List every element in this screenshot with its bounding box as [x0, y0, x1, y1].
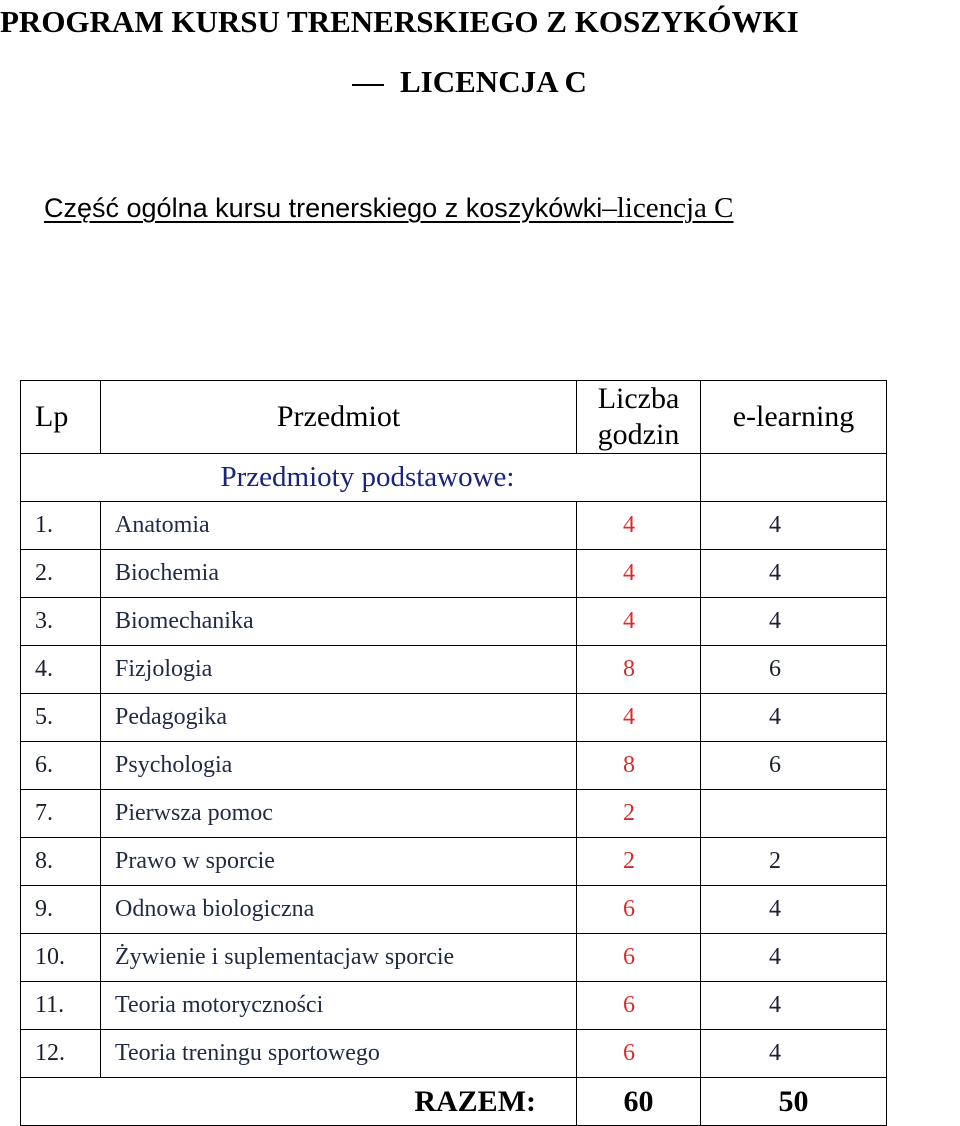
- section-empty-cell: [701, 454, 887, 502]
- col-header-lp: Lp: [21, 381, 101, 454]
- hours-value: 4: [577, 694, 701, 742]
- subject-name: Żywienie i suplementacjaw sporcie: [101, 934, 577, 982]
- hours-value: 8: [577, 742, 701, 790]
- hours-value: 6: [577, 886, 701, 934]
- row-number: 2.: [21, 550, 101, 598]
- subject-name: Odnowa biologiczna: [101, 886, 577, 934]
- total-label: RAZEM:: [21, 1078, 577, 1126]
- elearning-value: 2: [701, 838, 887, 886]
- subject-name: Fizjologia: [101, 646, 577, 694]
- row-number: 5.: [21, 694, 101, 742]
- row-number: 11.: [21, 982, 101, 1030]
- table-row: [21, 838, 887, 886]
- row-number: 3.: [21, 598, 101, 646]
- elearning-value: 4: [701, 982, 887, 1030]
- elearning-value: 4: [701, 886, 887, 934]
- hours-value: 8: [577, 646, 701, 694]
- table-row: [21, 886, 887, 934]
- subject-name: Psychologia: [101, 742, 577, 790]
- hours-value: 6: [577, 934, 701, 982]
- hours-value: 2: [577, 838, 701, 886]
- subject-name: Biochemia: [101, 550, 577, 598]
- subject-name: Prawo w sporcie: [101, 838, 577, 886]
- row-number: 4.: [21, 646, 101, 694]
- elearning-value: 4: [701, 502, 887, 550]
- total-elearning: 50: [701, 1078, 887, 1126]
- row-number: 10.: [21, 934, 101, 982]
- table-row: [21, 502, 887, 550]
- program-table: [20, 380, 887, 1126]
- section-label: Przedmioty podstawowe:: [21, 454, 701, 502]
- subject-name: Teoria motoryczności: [101, 982, 577, 1030]
- dash-rule: [352, 84, 384, 86]
- elearning-value: 4: [701, 550, 887, 598]
- table-row: [21, 646, 887, 694]
- hours-value: 2: [577, 790, 701, 838]
- table-row: [21, 934, 887, 982]
- table-row: [21, 790, 887, 838]
- hours-value: 4: [577, 550, 701, 598]
- elearning-value: 4: [701, 598, 887, 646]
- table-row: [21, 1030, 887, 1078]
- row-number: 6.: [21, 742, 101, 790]
- elearning-value: 6: [701, 742, 887, 790]
- hours-value: 4: [577, 598, 701, 646]
- hours-value: 4: [577, 502, 701, 550]
- col-header-hours: Liczba godzin: [577, 381, 701, 454]
- row-number: 7.: [21, 790, 101, 838]
- hours-value: 6: [577, 982, 701, 1030]
- table-row: [21, 982, 887, 1030]
- table-row: [21, 598, 887, 646]
- subject-name: Pedagogika: [101, 694, 577, 742]
- row-number: 9.: [21, 886, 101, 934]
- elearning-value: [701, 790, 887, 838]
- row-number: 12.: [21, 1030, 101, 1078]
- elearning-value: 6: [701, 646, 887, 694]
- section-row: [21, 454, 887, 502]
- total-row: [21, 1078, 887, 1126]
- col-header-subject: Przedmiot: [101, 381, 577, 454]
- elearning-value: 4: [701, 934, 887, 982]
- total-hours: 60: [577, 1078, 701, 1126]
- subject-name: Biomechanika: [101, 598, 577, 646]
- col-header-elearning: e-learning: [701, 381, 887, 454]
- document-title: PROGRAM KURSU TRENERSKIEGO Z KOSZYKÓWKI: [0, 4, 799, 39]
- subject-name: Anatomia: [101, 502, 577, 550]
- subject-name: Pierwsza pomoc: [101, 790, 577, 838]
- elearning-value: 4: [701, 1030, 887, 1078]
- hours-value: 6: [577, 1030, 701, 1078]
- elearning-value: 4: [701, 694, 887, 742]
- table-row: [21, 742, 887, 790]
- document-title-line2: LICENCJA C: [352, 64, 587, 100]
- subject-name: Teoria treningu sportowego: [101, 1030, 577, 1078]
- table-row: [21, 694, 887, 742]
- row-number: 8.: [21, 838, 101, 886]
- row-number: 1.: [21, 502, 101, 550]
- table-header-row: [21, 381, 887, 454]
- section-subtitle: Część ogólna kursu trenerskiego z koszykówki–licencja C: [44, 192, 734, 224]
- table-row: [21, 550, 887, 598]
